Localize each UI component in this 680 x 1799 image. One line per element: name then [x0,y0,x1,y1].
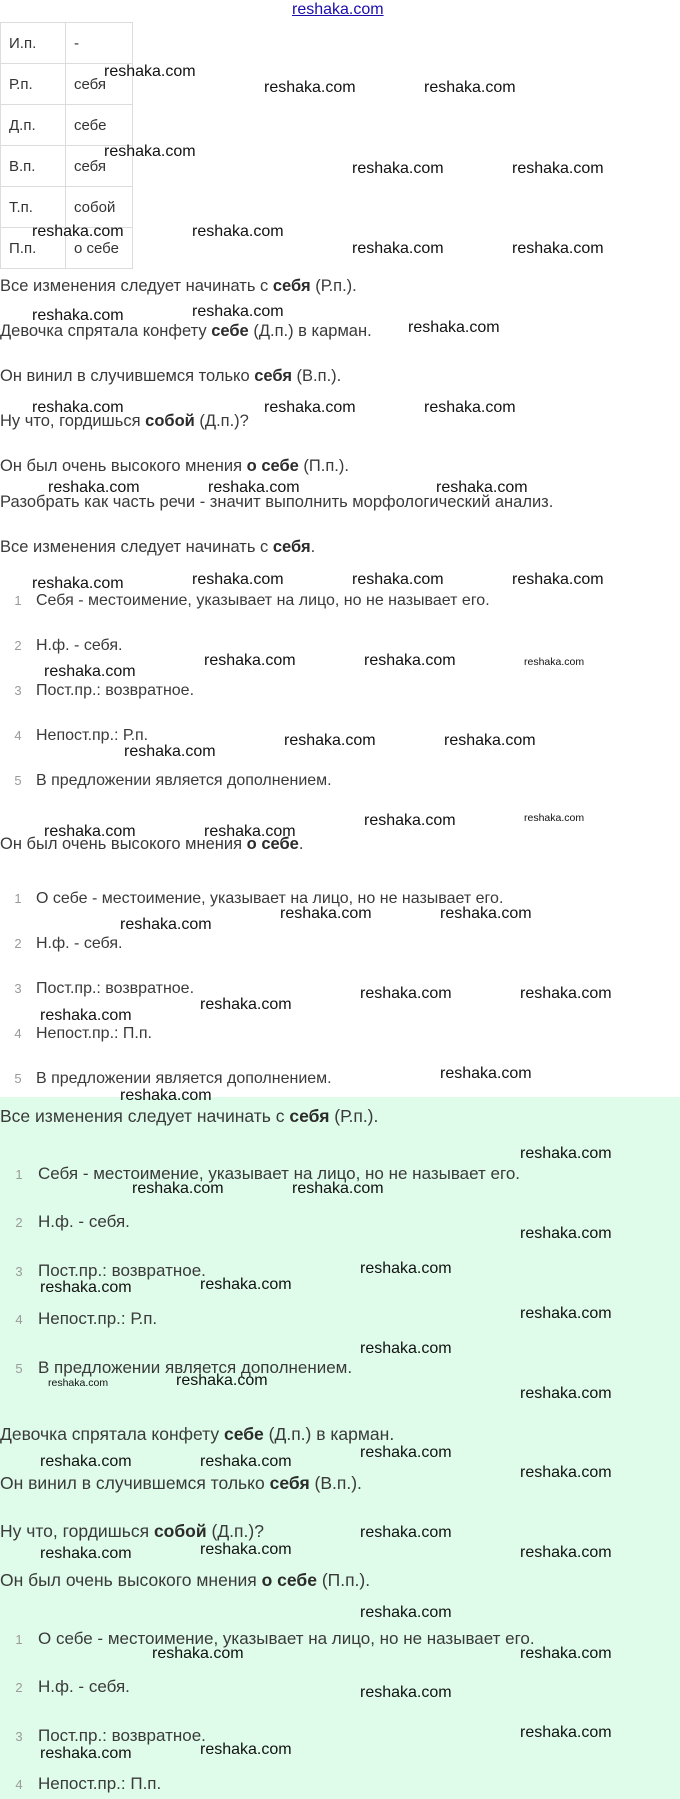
list-number: 4 [15,1312,23,1327]
list-number: 2 [14,936,22,951]
form-cell: себя [66,64,133,105]
watermark: reshaka.com [48,479,140,496]
watermark: reshaka.com [292,1180,384,1197]
example-sentence [0,1473,362,1494]
list-number: 4 [14,1026,22,1041]
watermark: reshaka.com [364,652,456,669]
sentence-text: (Д.п.) в карман. [263,1424,395,1444]
list-number: 1 [15,1167,23,1182]
sentence-text: (Р.п.). [329,1106,379,1126]
list-item [0,1629,535,1649]
watermark: reshaka.com [512,160,604,177]
list-number: 1 [14,593,22,608]
analysis-sentence [0,538,315,557]
sentence-text: (Р.п.). [310,277,357,295]
list-number: 5 [14,1071,22,1086]
analysis-intro: Разобрать как часть речи - значит выполнить морфологический анализ. [0,493,554,511]
list-item [0,1309,157,1329]
list-number: 2 [14,638,22,653]
list-item [0,772,332,790]
pronoun-highlight: себя [254,367,292,385]
list-number: 2 [15,1215,23,1230]
list-text: Пост.пр.: возвратное. [36,980,195,997]
watermark: reshaka.com [32,223,124,240]
watermark: reshaka.com [444,732,536,749]
pronoun-highlight: себе [211,322,249,340]
list-item [0,890,503,908]
list-text: Себя - местоимение, указывает на лицо, но не называет его. [36,592,490,609]
sentence-text: (Д.п.)? [194,412,249,430]
sentence-text: (П.п.). [298,457,349,475]
sentence-text: Ну что, гордишься [0,412,146,430]
list-item [0,1070,332,1088]
example-sentence [0,277,357,296]
watermark: reshaka.com [204,823,296,840]
list-item [0,1677,130,1697]
pronoun-highlight: себя [272,538,311,556]
case-cell: В.п. [1,146,66,187]
sentence-text: . [298,835,304,853]
list-text: Пост.пр.: возвратное. [38,1261,206,1280]
list-text: Н.ф. - себя. [36,935,123,952]
list-item [0,1025,152,1043]
watermark: reshaka.com [520,1724,612,1741]
sentence-text: (В.п.). [309,1473,362,1493]
list-text: Непост.пр.: Р.п. [36,727,149,744]
watermark: reshaka.com [280,905,372,922]
watermark: reshaka.com [104,63,196,80]
watermark: reshaka.com [360,1444,452,1461]
watermark: reshaka.com [520,1544,612,1561]
sentence-text: (П.п.). [316,1570,371,1590]
list-number: 5 [14,773,22,788]
watermark: reshaka.com [520,1305,612,1322]
sentence-text: Ну что, гордишься [0,1521,154,1541]
watermark: reshaka.com [200,1453,292,1470]
watermark: reshaka.com [200,1541,292,1558]
list-number: 2 [15,1680,23,1695]
list-text: Непост.пр.: Р.п. [38,1309,158,1328]
list-text: В предложении является дополнением. [36,772,332,789]
sentence-text: Он был очень высокого мнения [0,1570,262,1590]
watermark: reshaka.com [192,571,284,588]
watermark: reshaka.com [424,399,516,416]
example-sentence [0,1570,370,1591]
case-cell: Р.п. [1,64,66,105]
watermark: reshaka.com [32,399,124,416]
watermark: reshaka.com [200,1276,292,1293]
watermark: reshaka.com [360,985,452,1002]
watermark: reshaka.com [264,79,356,96]
sentence-text: (Д.п.) в карман. [248,322,372,340]
list-text: Пост.пр.: возвратное. [38,1726,206,1745]
sentence-text: Все изменения следует начинать с [0,277,273,295]
watermark: reshaka.com [284,732,376,749]
sentence-text: Девочка спрятала конфету [0,322,212,340]
list-number: 1 [15,1632,23,1647]
watermark: reshaka.com [208,479,300,496]
sentence-text: Он был очень высокого мнения [0,835,247,853]
watermark: reshaka.com [48,1377,109,1389]
watermark: reshaka.com [200,996,292,1013]
pronoun-highlight: собой [153,1521,207,1541]
pronoun-highlight: о себе [261,1570,317,1590]
watermark: reshaka.com [40,1453,132,1470]
watermark: reshaka.com [520,1225,612,1242]
watermark: reshaka.com [408,319,500,336]
watermark: reshaka.com [524,812,585,824]
form-cell: собой [66,187,133,228]
sentence-text: Девочка спрятала конфету [0,1424,225,1444]
watermark: reshaka.com [40,1279,132,1296]
list-text: Н.ф. - себя. [38,1677,130,1696]
list-text: В предложении является дополнением. [36,1070,332,1087]
list-item [0,980,194,998]
list-number: 3 [15,1264,23,1279]
watermark: reshaka.com [152,1645,244,1662]
sentence-text: Он винил в случившемся только [0,367,255,385]
list-item [0,1261,206,1281]
list-text: Пост.пр.: возвратное. [36,682,195,699]
watermark: reshaka.com [40,1545,132,1562]
watermark: reshaka.com [440,905,532,922]
sentence-text: (Д.п.)? [206,1521,264,1541]
watermark: reshaka.com [520,1385,612,1402]
list-item [0,637,122,655]
sentence-text: Он винил в случившемся только [0,1473,270,1493]
pronoun-highlight: о себе [246,835,299,853]
pronoun-highlight: себе [224,1424,264,1444]
watermark: reshaka.com [364,812,456,829]
example-sentence [0,1424,394,1445]
list-item [0,1726,206,1746]
case-cell: П.п. [1,228,66,269]
watermark: reshaka.com [520,1464,612,1481]
pronoun-highlight: о себе [246,457,299,475]
list-item [0,1774,161,1794]
watermark: reshaka.com [120,1087,212,1104]
watermark: reshaka.com [104,143,196,160]
watermark: reshaka.com [204,652,296,669]
pronoun-highlight: себя [269,1473,310,1493]
watermark: reshaka.com [264,399,356,416]
list-text: Непост.пр.: П.п. [36,1025,152,1042]
watermark: reshaka.com [520,1645,612,1662]
list-number: 3 [14,683,22,698]
example-sentence [0,367,341,386]
case-cell: Т.п. [1,187,66,228]
example-sentence [0,457,349,476]
list-number: 3 [15,1729,23,1744]
table-row [1,23,133,64]
list-number: 1 [14,891,22,906]
list-text: Непост.пр.: П.п. [38,1774,162,1793]
table-row [1,105,133,146]
watermark: reshaka.com [32,307,124,324]
sentence-text: (В.п.). [291,367,342,385]
list-text: В предложении является дополнением. [38,1358,353,1377]
sentence-text: Он был очень высокого мнения [0,457,247,475]
list-item [0,935,122,953]
watermark: reshaka.com [524,656,585,668]
form-cell: себе [66,105,133,146]
list-number: 5 [15,1361,23,1376]
watermark: reshaka.com [360,1604,452,1621]
watermark: reshaka.com [360,1524,452,1541]
watermark: reshaka.com [44,663,136,680]
watermark: reshaka.com [176,1372,268,1389]
watermark: reshaka.com [352,571,444,588]
list-number: 4 [15,1777,23,1792]
watermark: reshaka.com [32,575,124,592]
watermark: reshaka.com [512,240,604,257]
list-text: Н.ф. - себя. [38,1212,130,1231]
watermark: reshaka.com [360,1684,452,1701]
watermark: reshaka.com [520,1145,612,1162]
watermark: reshaka.com [352,160,444,177]
example-sentence [0,1521,264,1542]
list-item [0,592,490,610]
example-sentence [0,1106,378,1127]
form-cell: себя [66,146,133,187]
list-item [0,682,194,700]
sentence-text: Все изменения следует начинать с [0,1106,290,1126]
list-item [0,1212,130,1232]
pronoun-highlight: себя [272,277,311,295]
sentence-text: . [310,538,316,556]
watermark: reshaka.com [352,240,444,257]
list-number: 4 [14,728,22,743]
table-row [1,187,133,228]
watermark: reshaka.com [360,1340,452,1357]
watermark: reshaka.com [124,743,216,760]
form-cell: - [66,23,133,64]
list-item [0,1164,520,1184]
list-text: Н.ф. - себя. [36,637,123,654]
watermark: reshaka.com [436,479,528,496]
list-text: О себе - местоимение, указывает на лицо, но не называет его. [36,890,504,907]
list-text: Себя - местоимение, указывает на лицо, но не называет его. [38,1164,520,1183]
watermark: reshaka.com [120,916,212,933]
watermark: reshaka.com [40,1745,132,1762]
list-text: О себе - местоимение, указывает на лицо, но не называет его. [38,1629,535,1648]
watermark: reshaka.com [512,571,604,588]
case-cell: Д.п. [1,105,66,146]
watermark: reshaka.com [44,823,136,840]
watermark: reshaka.com [192,303,284,320]
site-link[interactable]: reshaka.com [292,1,384,18]
watermark: reshaka.com [440,1065,532,1082]
watermark: reshaka.com [40,1007,132,1024]
watermark: reshaka.com [132,1180,224,1197]
watermark: reshaka.com [520,985,612,1002]
watermark: reshaka.com [200,1741,292,1758]
case-cell: И.п. [1,23,66,64]
watermark: reshaka.com [192,223,284,240]
pronoun-highlight: собой [145,412,195,430]
watermark: reshaka.com [360,1260,452,1277]
pronoun-highlight: себя [289,1106,330,1126]
form-cell: о себе [66,228,133,269]
sentence-text: Все изменения следует начинать с [0,538,273,556]
watermark: reshaka.com [424,79,516,96]
list-number: 3 [14,981,22,996]
